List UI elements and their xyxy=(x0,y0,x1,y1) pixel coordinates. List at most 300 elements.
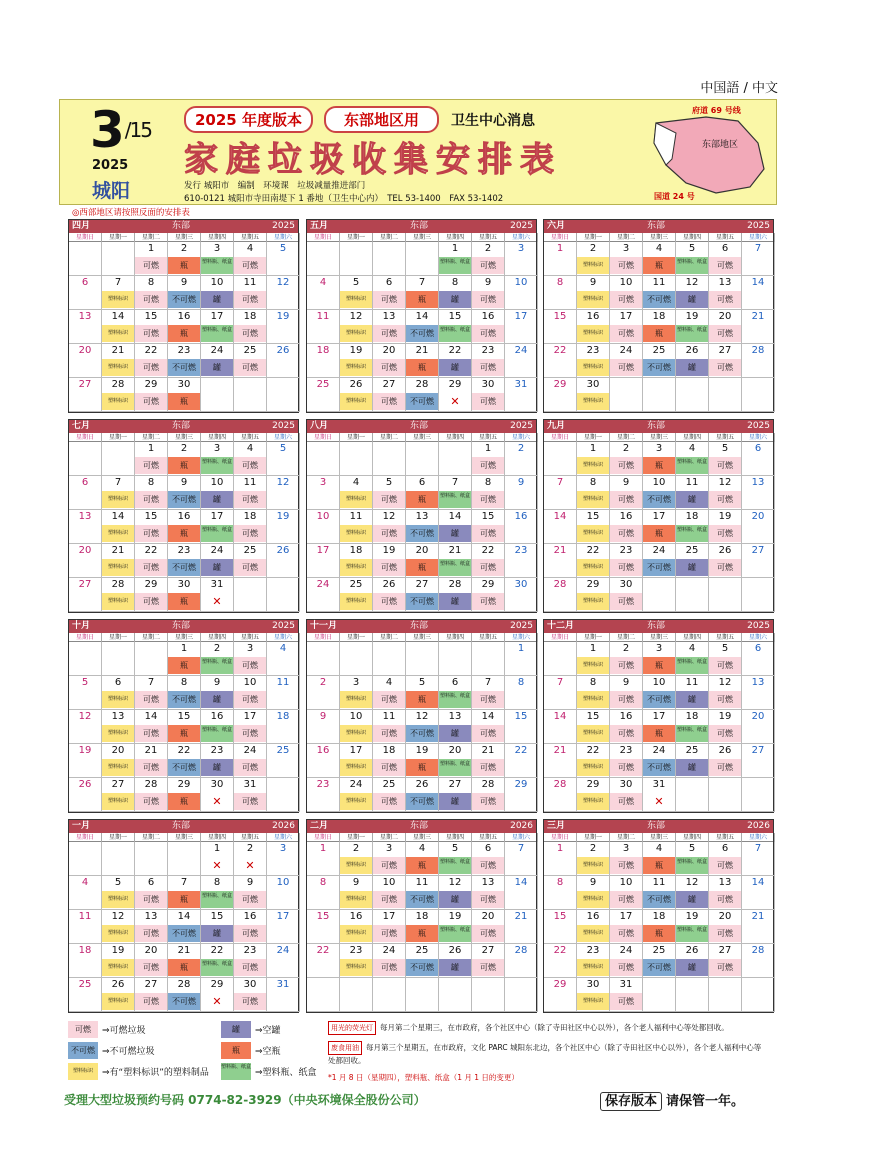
day-number: 24 xyxy=(210,345,224,356)
month-year: 2026 xyxy=(272,821,295,831)
day-cell xyxy=(742,978,775,1012)
collection-nonburn: 不可燃 xyxy=(168,559,200,576)
day-cell xyxy=(505,710,538,744)
day-cell xyxy=(676,276,709,310)
day-cell xyxy=(69,842,102,876)
day-number: 2 xyxy=(622,643,630,654)
day-number: 20 xyxy=(78,545,92,556)
legend-nonburn: 不可燃 ⇒不可燃垃圾 xyxy=(68,1042,155,1059)
collection-plastic: 塑料标识 xyxy=(577,525,609,542)
day-number: 19 xyxy=(349,345,363,356)
collection-plastic: 塑料标识 xyxy=(102,925,134,942)
day-number: 23 xyxy=(177,545,191,556)
collection-can: 罐 xyxy=(439,593,471,610)
day-cell xyxy=(69,944,102,978)
collection-bottle: 瓶 xyxy=(643,925,675,942)
day-number: 17 xyxy=(316,545,330,556)
day-number: 13 xyxy=(718,877,732,888)
day-cell xyxy=(69,310,102,344)
day-cell xyxy=(102,310,135,344)
day-cell xyxy=(610,778,643,812)
day-cell xyxy=(610,676,643,710)
collection-none: ✕ xyxy=(245,859,255,872)
month-year: 2025 xyxy=(510,621,533,631)
day-cell xyxy=(135,744,168,778)
day-cell xyxy=(505,978,538,1012)
day-cell xyxy=(472,910,505,944)
day-number: 26 xyxy=(276,545,290,556)
weekday-label: 星期日 xyxy=(544,633,577,642)
day-number: 23 xyxy=(243,945,257,956)
day-cell xyxy=(709,276,742,310)
collection-bottle: 瓶 xyxy=(168,793,200,810)
day-cell xyxy=(135,276,168,310)
day-number: 20 xyxy=(481,911,495,922)
day-number: 2 xyxy=(589,243,597,254)
collection-can: 罐 xyxy=(676,491,708,508)
day-cell xyxy=(373,476,406,510)
collection-nonburn: 不可燃 xyxy=(168,491,200,508)
day-number: 24 xyxy=(276,945,290,956)
day-cell xyxy=(709,778,742,812)
collection-burn: 可燃 xyxy=(234,559,266,576)
day-number: 6 xyxy=(81,277,89,288)
map-road-bottom: 国道 24 号 xyxy=(654,192,695,201)
collection-burn: 可燃 xyxy=(373,491,405,508)
day-cell xyxy=(709,710,742,744)
day-cell xyxy=(676,910,709,944)
day-number: 2 xyxy=(352,843,360,854)
collection-pet: 塑料瓶、纸盒 xyxy=(201,725,233,742)
day-number: 23 xyxy=(619,745,633,756)
day-number: 27 xyxy=(78,579,92,590)
day-number: 11 xyxy=(78,911,92,922)
collection-plastic: 塑料标识 xyxy=(340,925,372,942)
day-cell xyxy=(439,442,472,476)
month-year: 2025 xyxy=(272,221,295,231)
day-number: 6 xyxy=(754,443,762,454)
day-number: 3 xyxy=(352,677,360,688)
day-cell xyxy=(406,676,439,710)
publisher-line: 发行 城阳市 编制 环境课 垃圾减量推进部门 xyxy=(184,181,366,191)
day-number: 27 xyxy=(382,379,396,390)
day-cell xyxy=(201,642,234,676)
day-number: 12 xyxy=(415,711,429,722)
day-cell xyxy=(577,676,610,710)
day-cell xyxy=(544,642,577,676)
collection-burn: 可燃 xyxy=(709,559,741,576)
month-calendar xyxy=(68,619,299,813)
collection-bottle: 瓶 xyxy=(643,257,675,274)
weekday-row xyxy=(307,633,536,642)
collection-burn: 可燃 xyxy=(135,593,167,610)
day-number: 29 xyxy=(514,779,528,790)
day-cell xyxy=(676,442,709,476)
day-cell xyxy=(69,476,102,510)
collection-plastic: 塑料标识 xyxy=(340,559,372,576)
collection-burn: 可燃 xyxy=(472,793,504,810)
day-number: 11 xyxy=(349,511,363,522)
day-cell xyxy=(373,310,406,344)
day-cell xyxy=(340,744,373,778)
collection-burn: 可燃 xyxy=(135,993,167,1010)
collection-burn: 可燃 xyxy=(709,457,741,474)
day-cell xyxy=(373,910,406,944)
day-cell xyxy=(643,778,676,812)
collection-bottle: 瓶 xyxy=(643,457,675,474)
collection-burn: 可燃 xyxy=(373,891,405,908)
collection-burn: 可燃 xyxy=(472,891,504,908)
collection-nonburn: 不可燃 xyxy=(406,393,438,410)
day-number: 11 xyxy=(415,877,429,888)
collection-plastic: 塑料标识 xyxy=(340,393,372,410)
collection-burn: 可燃 xyxy=(610,891,642,908)
day-cell xyxy=(742,344,775,378)
day-number: 8 xyxy=(319,877,327,888)
day-number: 18 xyxy=(685,511,699,522)
weekday-label: 星期二 xyxy=(610,833,643,842)
day-cell xyxy=(505,676,538,710)
collection-burn: 可燃 xyxy=(472,759,504,776)
day-cell xyxy=(373,944,406,978)
day-cell xyxy=(406,442,439,476)
collection-nonburn: 不可燃 xyxy=(168,759,200,776)
weekday-label: 星期二 xyxy=(610,633,643,642)
day-number: 8 xyxy=(147,277,155,288)
day-number: 7 xyxy=(556,677,564,688)
day-number: 13 xyxy=(718,277,732,288)
day-cell xyxy=(168,344,201,378)
month-header xyxy=(69,820,298,833)
day-cell xyxy=(234,310,267,344)
day-number: 2 xyxy=(517,443,525,454)
day-cell xyxy=(577,910,610,944)
day-number: 7 xyxy=(147,677,155,688)
weekday-label: 星期五 xyxy=(472,233,505,242)
day-cell xyxy=(742,910,775,944)
day-cell xyxy=(676,676,709,710)
weekday-label: 星期三 xyxy=(643,833,676,842)
day-cell xyxy=(709,578,742,612)
day-cell xyxy=(102,710,135,744)
day-cell xyxy=(742,378,775,412)
collection-burn: 可燃 xyxy=(234,691,266,708)
day-number: 6 xyxy=(721,243,729,254)
day-cell xyxy=(439,778,472,812)
day-cell xyxy=(102,778,135,812)
collection-pet: 塑料瓶、纸盒 xyxy=(439,257,471,274)
weekday-label: 星期三 xyxy=(406,233,439,242)
collection-pet: 塑料瓶、纸盒 xyxy=(676,525,708,542)
day-number: 10 xyxy=(276,877,290,888)
day-number: 31 xyxy=(276,979,290,990)
day-cell xyxy=(340,944,373,978)
day-number: 18 xyxy=(349,545,363,556)
collection-burn: 可燃 xyxy=(135,491,167,508)
day-number: 10 xyxy=(210,477,224,488)
collection-burn: 可燃 xyxy=(709,359,741,376)
day-number: 22 xyxy=(586,545,600,556)
day-number: 29 xyxy=(586,779,600,790)
day-number: 25 xyxy=(652,345,666,356)
day-number: 22 xyxy=(553,945,567,956)
day-cell xyxy=(69,242,102,276)
day-number: 12 xyxy=(78,711,92,722)
collection-none: ✕ xyxy=(450,395,460,408)
collection-plastic: 塑料标识 xyxy=(102,325,134,342)
day-cell xyxy=(643,744,676,778)
collection-pet: 塑料瓶、纸盒 xyxy=(201,325,233,342)
day-cell xyxy=(505,910,538,944)
collection-burn: 可燃 xyxy=(472,359,504,376)
day-number: 17 xyxy=(349,745,363,756)
day-number: 23 xyxy=(586,345,600,356)
day-number: 25 xyxy=(316,379,330,390)
collection-nonburn: 不可燃 xyxy=(406,725,438,742)
day-number: 7 xyxy=(754,243,762,254)
day-number: 22 xyxy=(144,545,158,556)
day-cell xyxy=(505,876,538,910)
day-cell xyxy=(340,578,373,612)
collection-burn: 可燃 xyxy=(135,925,167,942)
day-cell xyxy=(168,676,201,710)
collection-burn: 可燃 xyxy=(234,491,266,508)
collection-burn: 可燃 xyxy=(135,891,167,908)
day-number: 3 xyxy=(655,643,663,654)
day-number: 19 xyxy=(685,911,699,922)
day-number: 28 xyxy=(751,945,765,956)
weekday-label: 星期六 xyxy=(267,433,300,442)
collection-plastic: 塑料标识 xyxy=(340,525,372,542)
day-cell xyxy=(643,378,676,412)
month-area: 东部 xyxy=(647,221,666,231)
day-cell xyxy=(439,378,472,412)
day-number: 8 xyxy=(484,477,492,488)
day-number: 14 xyxy=(177,911,191,922)
collection-plastic: 塑料标识 xyxy=(102,891,134,908)
weekday-label: 星期四 xyxy=(439,833,472,842)
day-cell xyxy=(577,544,610,578)
day-cell xyxy=(201,710,234,744)
day-cell xyxy=(201,578,234,612)
month-year: 2026 xyxy=(747,821,770,831)
collection-burn: 可燃 xyxy=(373,325,405,342)
special-note: *1 月 8 日（星期四），塑料瓶、纸盒（1 月 1 日的变更） xyxy=(328,1073,519,1082)
day-number: 6 xyxy=(385,277,393,288)
day-number: 29 xyxy=(553,379,567,390)
day-number: 25 xyxy=(243,345,257,356)
day-cell xyxy=(234,944,267,978)
weekday-label: 星期五 xyxy=(709,833,742,842)
day-number: 22 xyxy=(514,745,528,756)
day-cell xyxy=(577,978,610,1012)
day-cell xyxy=(340,876,373,910)
weekday-label: 星期一 xyxy=(102,233,135,242)
day-cell xyxy=(505,778,538,812)
day-number: 20 xyxy=(751,711,765,722)
day-cell xyxy=(544,842,577,876)
day-number: 5 xyxy=(114,877,122,888)
day-cell xyxy=(709,910,742,944)
collection-can: 罐 xyxy=(439,725,471,742)
collection-pet: 塑料瓶、纸盒 xyxy=(439,491,471,508)
day-cell xyxy=(643,642,676,676)
collection-plastic: 塑料标识 xyxy=(340,291,372,308)
collection-burn: 可燃 xyxy=(234,993,266,1010)
day-cell xyxy=(201,442,234,476)
collection-plastic: 塑料标识 xyxy=(340,691,372,708)
month-name: 一月 xyxy=(72,821,91,831)
day-cell xyxy=(610,910,643,944)
collection-bottle: 瓶 xyxy=(643,725,675,742)
day-cell xyxy=(742,442,775,476)
oil-text: 每月第三个星期五，在市政府，文化 PARC 城阳东北边，各个社区中心（除了寺田社区中心以外），各个老人福利中心等处都回收。 xyxy=(328,1043,762,1065)
day-number: 9 xyxy=(622,477,630,488)
day-number: 30 xyxy=(177,579,191,590)
day-cell xyxy=(406,378,439,412)
day-number: 11 xyxy=(652,277,666,288)
collection-plastic: 塑料标识 xyxy=(340,793,372,810)
collection-pet: 塑料瓶、纸盒 xyxy=(676,925,708,942)
day-number: 3 xyxy=(385,843,393,854)
day-number: 5 xyxy=(688,843,696,854)
collection-plastic: 塑料标识 xyxy=(577,359,609,376)
day-number: 26 xyxy=(685,945,699,956)
collection-burn: 可燃 xyxy=(610,857,642,874)
day-cell xyxy=(234,910,267,944)
day-number: 22 xyxy=(448,345,462,356)
day-cell xyxy=(234,242,267,276)
day-cell xyxy=(406,778,439,812)
day-cell xyxy=(201,842,234,876)
day-cell xyxy=(340,910,373,944)
collection-burn: 可燃 xyxy=(709,257,741,274)
collection-bottle: 瓶 xyxy=(643,525,675,542)
day-number: 19 xyxy=(111,945,125,956)
collection-burn: 可燃 xyxy=(472,691,504,708)
day-number: 21 xyxy=(111,345,125,356)
collection-plastic: 塑料标识 xyxy=(577,593,609,610)
month-area: 东部 xyxy=(172,221,191,231)
month-name: 二月 xyxy=(310,821,329,831)
day-cell xyxy=(307,510,340,544)
month-area: 东部 xyxy=(647,621,666,631)
day-cell xyxy=(505,544,538,578)
collection-plastic: 塑料标识 xyxy=(102,993,134,1010)
day-cell xyxy=(267,944,300,978)
day-number: 11 xyxy=(685,477,699,488)
collection-burn: 可燃 xyxy=(135,959,167,976)
day-cell xyxy=(439,676,472,710)
weekday-label: 星期二 xyxy=(373,233,406,242)
day-cell xyxy=(577,310,610,344)
collection-bottle: 瓶 xyxy=(168,525,200,542)
collection-pet: 塑料瓶、纸盒 xyxy=(439,691,471,708)
day-number: 25 xyxy=(243,545,257,556)
collection-burn: 可燃 xyxy=(135,257,167,274)
day-cell xyxy=(135,642,168,676)
day-cell xyxy=(544,510,577,544)
day-number: 11 xyxy=(316,311,330,322)
day-cell xyxy=(742,744,775,778)
weekday-label: 星期日 xyxy=(69,633,102,642)
collection-burn: 可燃 xyxy=(373,593,405,610)
weekday-label: 星期二 xyxy=(135,233,168,242)
day-cell xyxy=(472,978,505,1012)
day-number: 13 xyxy=(751,477,765,488)
collection-can: 罐 xyxy=(439,525,471,542)
weekday-label: 星期一 xyxy=(340,233,373,242)
collection-burn: 可燃 xyxy=(234,959,266,976)
weekday-label: 星期五 xyxy=(234,633,267,642)
day-cell xyxy=(102,276,135,310)
weekday-label: 星期日 xyxy=(307,633,340,642)
day-cell xyxy=(69,276,102,310)
day-number: 13 xyxy=(78,311,92,322)
day-number: 6 xyxy=(418,477,426,488)
day-cell xyxy=(373,876,406,910)
day-cell xyxy=(742,676,775,710)
weekday-label: 星期六 xyxy=(267,833,300,842)
day-number: 22 xyxy=(316,945,330,956)
day-cell xyxy=(742,544,775,578)
day-grid xyxy=(544,442,773,612)
day-cell xyxy=(505,578,538,612)
day-number: 10 xyxy=(652,677,666,688)
day-cell xyxy=(102,676,135,710)
collection-burn: 可燃 xyxy=(472,959,504,976)
day-number: 21 xyxy=(481,745,495,756)
day-cell xyxy=(69,642,102,676)
day-number: 7 xyxy=(484,677,492,688)
day-number: 21 xyxy=(177,945,191,956)
weekday-row xyxy=(544,633,773,642)
collection-burn: 可燃 xyxy=(610,793,642,810)
collection-burn: 可燃 xyxy=(135,725,167,742)
day-number: 29 xyxy=(144,579,158,590)
collection-bottle: 瓶 xyxy=(406,691,438,708)
weekday-label: 星期二 xyxy=(610,433,643,442)
day-number: 15 xyxy=(177,711,191,722)
weekday-label: 星期三 xyxy=(168,633,201,642)
day-cell xyxy=(406,344,439,378)
weekday-label: 星期日 xyxy=(69,833,102,842)
day-cell xyxy=(472,876,505,910)
day-number: 11 xyxy=(685,677,699,688)
map-road-top: 府道 69 号线 xyxy=(692,106,741,115)
collection-can: 罐 xyxy=(201,491,233,508)
collection-burn: 可燃 xyxy=(234,657,266,674)
day-cell xyxy=(544,544,577,578)
day-number: 16 xyxy=(316,745,330,756)
collection-burn: 可燃 xyxy=(234,257,266,274)
collection-plastic: 塑料标识 xyxy=(577,491,609,508)
day-cell xyxy=(439,344,472,378)
day-number: 15 xyxy=(481,511,495,522)
day-cell xyxy=(544,710,577,744)
day-number: 24 xyxy=(316,579,330,590)
day-cell xyxy=(709,744,742,778)
day-cell xyxy=(505,510,538,544)
month-area: 东部 xyxy=(172,821,191,831)
day-cell xyxy=(472,344,505,378)
day-number: 25 xyxy=(652,945,666,956)
day-cell xyxy=(406,944,439,978)
weekday-label: 星期日 xyxy=(69,433,102,442)
day-cell xyxy=(544,876,577,910)
collection-burn: 可燃 xyxy=(472,725,504,742)
collection-burn: 可燃 xyxy=(373,291,405,308)
